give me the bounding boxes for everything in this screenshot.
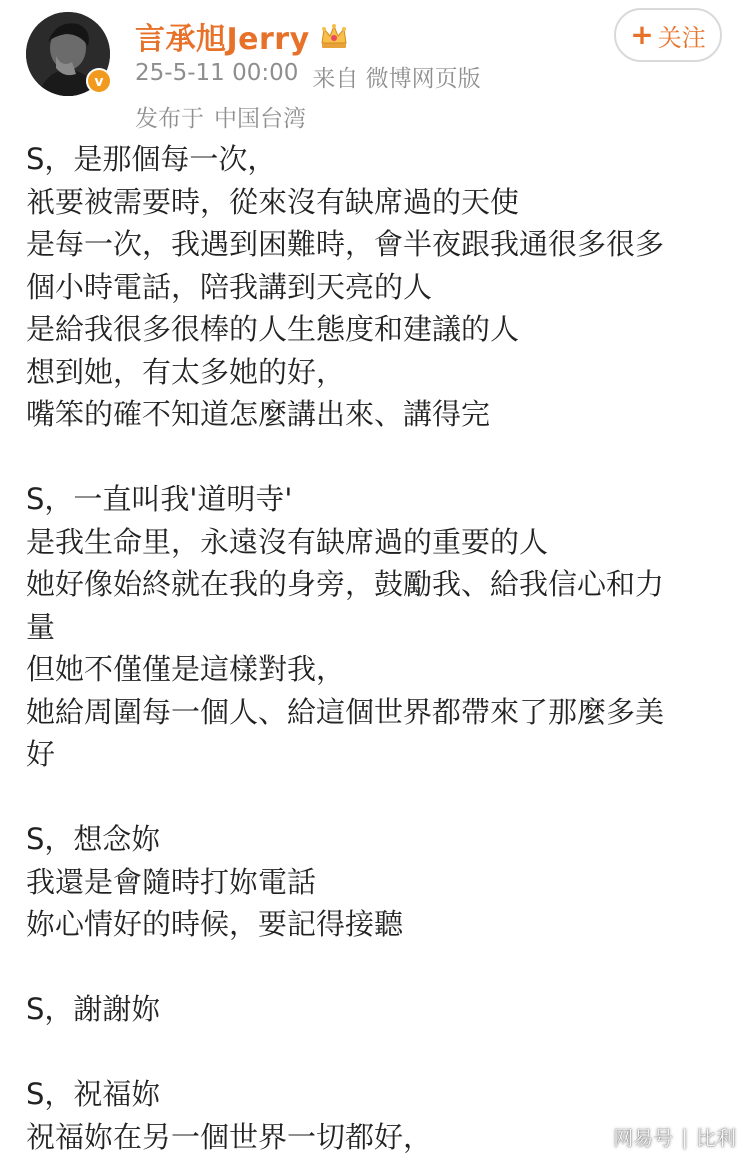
post-text-line: S，祝福妳	[26, 1077, 161, 1111]
post-text-line: 她給周圍每一個人、給這個世界都帶來了那麼多美	[26, 694, 665, 729]
post-text-line: 好	[26, 737, 56, 771]
location-place: 中国台湾	[214, 106, 306, 132]
watermark	[613, 1122, 736, 1151]
post-text-line: 我還是會隨時打妳電話	[26, 864, 317, 899]
post-text-line: 量	[26, 609, 56, 644]
watermark-separator: |	[681, 1124, 688, 1149]
post-text-line: S，想念妳	[26, 822, 161, 856]
post-text-line: S，謝謝妳	[26, 992, 161, 1026]
svg-text:v: v	[94, 74, 104, 90]
post-text-line: 是每一次，我遇到困難時，會半夜跟我通很多很多	[26, 227, 665, 261]
author-avatar[interactable]	[26, 12, 110, 96]
post-meta	[135, 60, 481, 93]
post-timestamp: 25-5-11 00:00	[135, 60, 299, 86]
crown-icon[interactable]	[318, 21, 350, 51]
post-text-line: 是我生命里，永遠沒有缺席過的重要的人	[26, 524, 549, 559]
follow-button[interactable]	[614, 8, 722, 62]
post-text-line: 祝福妳在另一個世界一切都好，	[26, 1119, 433, 1154]
blank-line	[26, 1031, 726, 1074]
author-name-row	[135, 14, 350, 58]
location-prefix: 发布于	[135, 106, 204, 132]
post-source[interactable]: 来自 微博网页版	[312, 66, 481, 92]
blank-line	[26, 946, 726, 989]
watermark-account: 比利	[696, 1126, 736, 1150]
follow-button-label: 关注	[657, 23, 706, 52]
post-text-line: 衹要被需要時，從來沒有缺席過的天使	[26, 184, 520, 219]
post-text-line: 她好像始終就在我的身旁，鼓勵我、給我信心和力	[26, 567, 665, 601]
post-text-line: 但她不僅僅是這樣對我，	[26, 652, 346, 686]
post-header	[0, 0, 750, 140]
post-text-line: 妳心情好的時候，要記得接聽	[26, 907, 404, 941]
verified-badge-icon	[86, 68, 112, 94]
blank-line	[26, 776, 726, 819]
post-location	[135, 100, 306, 133]
watermark-brand: 网易号	[613, 1126, 674, 1150]
post-text-line: S，一直叫我'道明寺'	[26, 482, 293, 516]
post-text-line: 想到她，有太多她的好，	[26, 354, 346, 389]
blank-line	[26, 436, 726, 479]
plus-icon: +	[630, 18, 654, 51]
post-text-line: 個小時電話，陪我講到天亮的人	[26, 269, 433, 304]
author-name[interactable]: 言承旭Jerry	[135, 22, 310, 57]
post-body	[26, 138, 726, 1158]
post-text-line: 嘴笨的確不知道怎麼講出來、講得完	[26, 397, 491, 431]
post-text-line: 是給我很多很棒的人生態度和建議的人	[26, 312, 520, 346]
post-text-line: S，是那個每一次，	[26, 142, 277, 176]
